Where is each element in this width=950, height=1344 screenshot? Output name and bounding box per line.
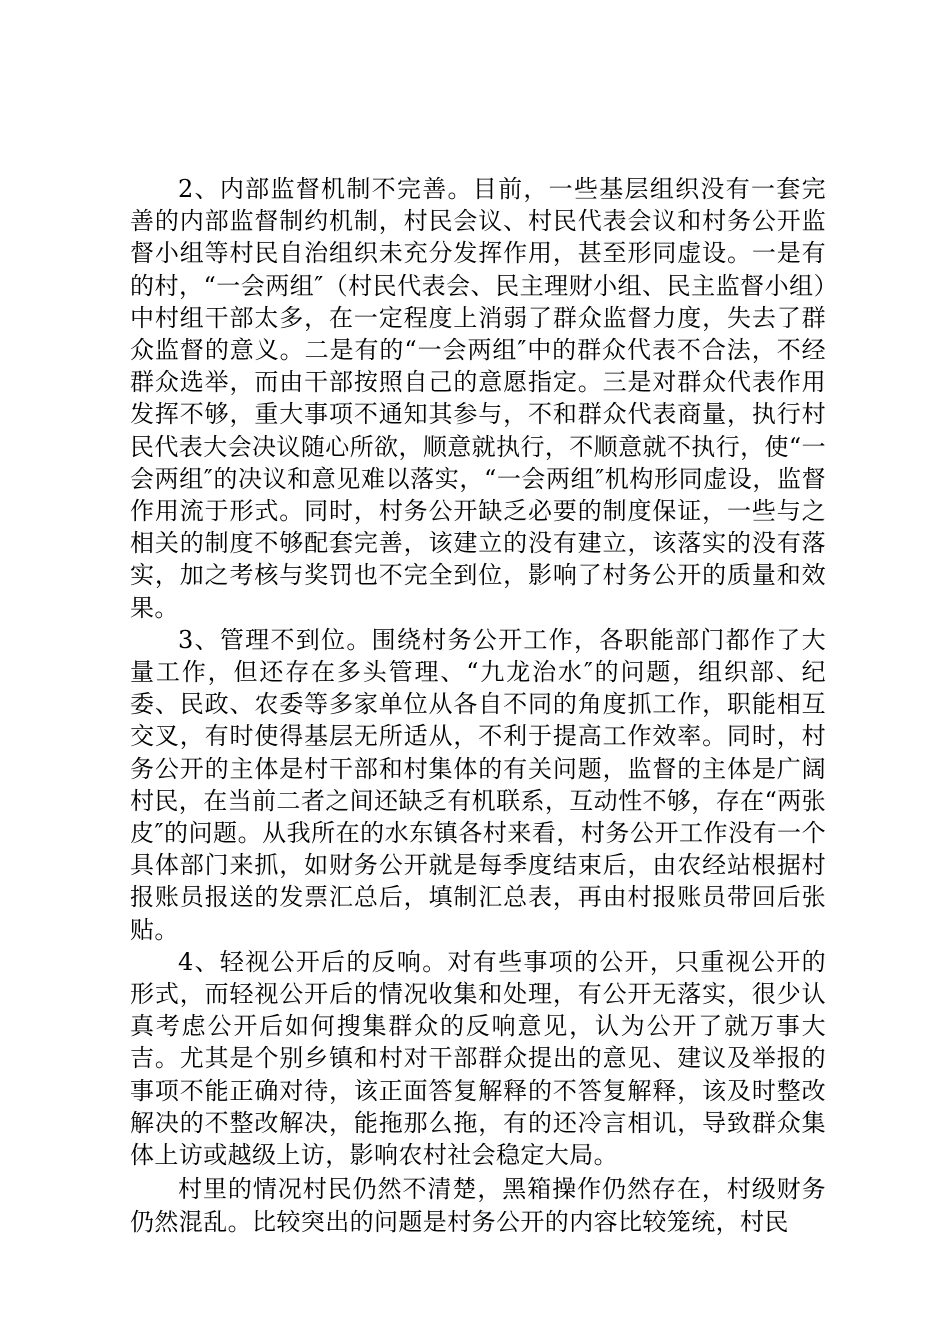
paragraph-internal-supervision: 2、内部监督机制不完善。目前，一些基层组织没有一套完善的内部监督制约机制，村民会议、村民代表会议和村务公开监督小组等村民自治组织未充分发挥作用，甚至形同虚设。一是有的村，“一会两组″（村民代表会、民主理财小组、民主监督小组）中村组干部太多，在一定程度上消弱了群众监督力度，失去了群众监督的意义。二是有的“一会两组″中的群众代表不合法，不经群众选举，而由干部按照自己的意愿指定。三是对群众代表作用发挥不够，重大事项不通知其参与，不和群众代表商量，执行村民代表大会决议随心所欲，顺意就执行，不顺意就不执行，使“一会两组″的决议和意见难以落实，“一会两组″机构形同虚设，监督作用流于形式。同时，村务公开缺乏必要的制度保证，一些与之相关的制度不够配套完善，该建立的没有建立，该落实的没有落实，加之考核与奖罚也不完全到位，影响了村务公开的质量和效果。 (130, 175, 826, 622)
paragraph-village-situation: 村里的情况村民仍然不清楚，黑箱操作仍然存在，村级财务仍然混乱。比较突出的问题是村务公开的内容比较笼统，村民 (130, 1175, 826, 1236)
document-body (130, 173, 826, 1238)
paragraph-feedback: 4、轻视公开后的反响。对有些事项的公开，只重视公开的形式，而轻视公开后的情况收集和处理，有公开无落实，很少认真考虑公开后如何搜集群众的反响意见，认为公开了就万事大吉。尤其是个别乡镇和村对干部群众提出的意见、建议及举报的事项不能正确对待，该正面答复解释的不答复解释，该及时整改解决的不整改解决，能拖那么拖，有的还冷言相讥，导致群众集体上访或越级上访，影响农村社会稳定大局。 (130, 947, 826, 1170)
paragraph-management: 3、管理不到位。围绕村务公开工作，各职能部门都作了大量工作，但还存在多头管理、“九龙治水″的问题，组织部、纪委、民政、农委等多家单位从各自不同的角度抓工作，职能相互交叉，有时使得基层无所适从，不利于提高工作效率。同时，村务公开的主体是村干部和村集体的有关问题，监督的主体是广阔村民，在当前二者之间还缺乏有机联系，互动性不够，存在“两张皮″的问题。从我所在的水东镇各村来看，村务公开工作没有一个具体部门来抓，如财务公开就是每季度结束后，由农经站根据村报账员报送的发票汇总后，填制汇总表，再由村报账员带回后张贴。 (130, 625, 826, 944)
